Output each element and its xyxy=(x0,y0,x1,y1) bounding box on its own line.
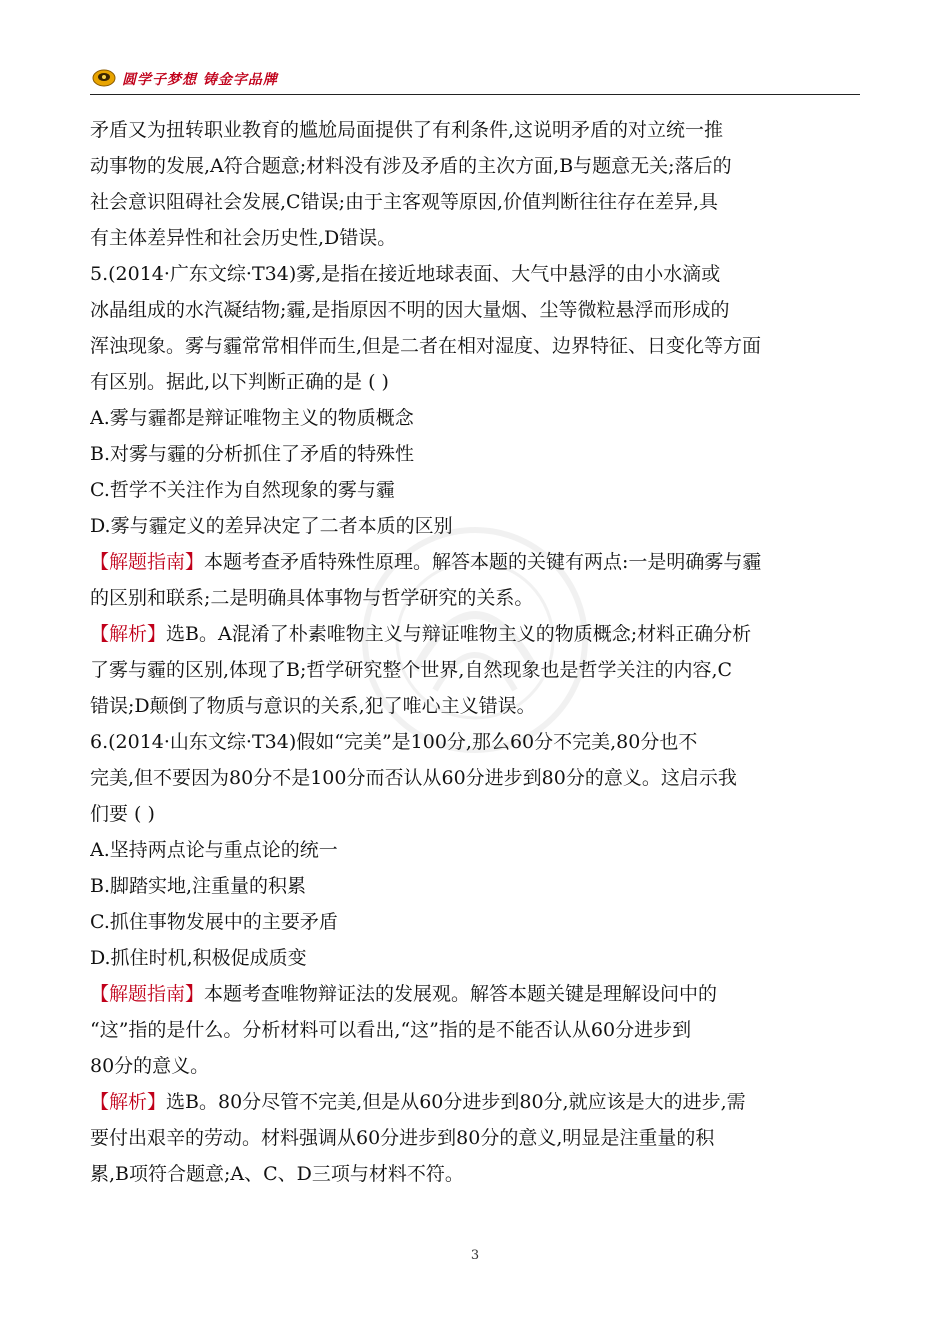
text-line xyxy=(90,184,862,220)
text-line xyxy=(90,1048,862,1084)
line-text: 要付出艰辛的劳动。材料强调从60分进步到80分的意义,明显是注重量的积 xyxy=(90,1127,715,1149)
text-line xyxy=(90,580,862,616)
page-number: 3 xyxy=(470,1248,480,1263)
text-line xyxy=(90,868,862,904)
line-text: 的区别和联系;二是明确具体事物与哲学研究的关系。 xyxy=(90,587,534,609)
text-line xyxy=(90,616,862,652)
line-text: 社会意识阻碍社会发展,C错误;由于主客观等原因,价值判断往往存在差异,具 xyxy=(90,191,719,213)
line-text: 6.(2014·山东文综·T34)假如“完美”是100分,那么60分不完美,80分也不 xyxy=(90,731,698,753)
line-text: 错误;D颠倒了物质与意识的关系,犯了唯心主义错误。 xyxy=(90,695,536,717)
line-text: 选B。A混淆了朴素唯物主义与辩证唯物主义的物质概念;材料正确分析 xyxy=(166,623,752,645)
line-text: 了雾与霾的区别,体现了B;哲学研究整个世界,自然现象也是哲学关注的内容,C xyxy=(90,659,733,681)
text-line xyxy=(90,328,862,364)
section-label: 【解题指南】 xyxy=(90,551,205,573)
text-line xyxy=(90,508,862,544)
text-line xyxy=(90,292,862,328)
text-line xyxy=(90,256,862,292)
text-line xyxy=(90,904,862,940)
line-text: 有区别。据此,以下判断正确的是 ( ) xyxy=(90,371,389,393)
text-line xyxy=(90,1012,862,1048)
section-label: 【解题指南】 xyxy=(90,983,205,1005)
text-line xyxy=(90,1156,862,1192)
line-text: A.坚持两点论与重点论的统一 xyxy=(90,839,338,861)
line-text: 80分的意义。 xyxy=(90,1055,210,1077)
line-text: 累,B项符合题意;A、C、D三项与材料不符。 xyxy=(90,1163,464,1185)
line-text: C.抓住事物发展中的主要矛盾 xyxy=(90,911,338,933)
section-label: 【解析】 xyxy=(90,1091,167,1113)
line-text: B.对雾与霾的分析抓住了矛盾的特殊性 xyxy=(90,443,415,465)
text-line xyxy=(90,1120,862,1156)
text-line xyxy=(90,940,862,976)
line-text: 冰晶组成的水汽凝结物;霾,是指原因不明的因大量烟、尘等微粒悬浮而形成的 xyxy=(90,299,730,321)
line-text: 浑浊现象。雾与霾常常相伴而生,但是二者在相对湿度、边界特征、日变化等方面 xyxy=(90,335,762,357)
text-line xyxy=(90,652,862,688)
text-line xyxy=(90,112,862,148)
text-line xyxy=(90,364,862,400)
line-text: D.抓住时机,积极促成质变 xyxy=(90,947,307,969)
text-line xyxy=(90,1084,862,1120)
text-line xyxy=(90,724,862,760)
text-line xyxy=(90,400,862,436)
line-text: 矛盾又为扭转职业教育的尴尬局面提供了有利条件,这说明矛盾的对立统一推 xyxy=(90,119,724,141)
line-text: “这”指的是什么。分析材料可以看出,“这”指的是不能否认从60分进步到 xyxy=(90,1019,692,1041)
text-line xyxy=(90,796,862,832)
line-text: 5.(2014·广东文综·T34)雾,是指在接近地球表面、大气中悬浮的由小水滴或 xyxy=(90,263,721,285)
text-line xyxy=(90,688,862,724)
text-line xyxy=(90,220,862,256)
text-line xyxy=(90,148,862,184)
document-body xyxy=(90,112,862,1192)
line-text: 动事物的发展,A符合题意;材料没有涉及矛盾的主次方面,B与题意无关;落后的 xyxy=(90,155,732,177)
line-text: D.雾与霾定义的差异决定了二者本质的区别 xyxy=(90,515,453,537)
page-header xyxy=(90,66,860,95)
text-line xyxy=(90,544,862,580)
line-text: 选B。80分尽管不完美,但是从60分进步到80分,就应该是大的进步,需 xyxy=(166,1091,746,1113)
text-line xyxy=(90,760,862,796)
line-text: 本题考查唯物辩证法的发展观。解答本题关键是理解设问中的 xyxy=(204,983,718,1005)
line-text: 们要 ( ) xyxy=(90,803,155,825)
text-line xyxy=(90,832,862,868)
line-text: B.脚踏实地,注重量的积累 xyxy=(90,875,307,897)
text-line xyxy=(90,436,862,472)
header-slogan: 圆学子梦想 铸金字品牌 xyxy=(122,72,278,88)
line-text: A.雾与霾都是辩证唯物主义的物质概念 xyxy=(90,407,414,429)
line-text: 完美,但不要因为80分不是100分而否认从60分进步到80分的意义。这启示我 xyxy=(90,767,737,789)
text-line xyxy=(90,472,862,508)
line-text: 有主体差异性和社会历史性,D错误。 xyxy=(90,227,397,249)
text-line xyxy=(90,976,862,1012)
line-text: 本题考查矛盾特殊性原理。解答本题的关键有两点:一是明确雾与霾 xyxy=(204,551,762,573)
section-label: 【解析】 xyxy=(90,623,167,645)
logo-icon xyxy=(92,68,116,88)
line-text: C.哲学不关注作为自然现象的雾与霾 xyxy=(90,479,395,501)
